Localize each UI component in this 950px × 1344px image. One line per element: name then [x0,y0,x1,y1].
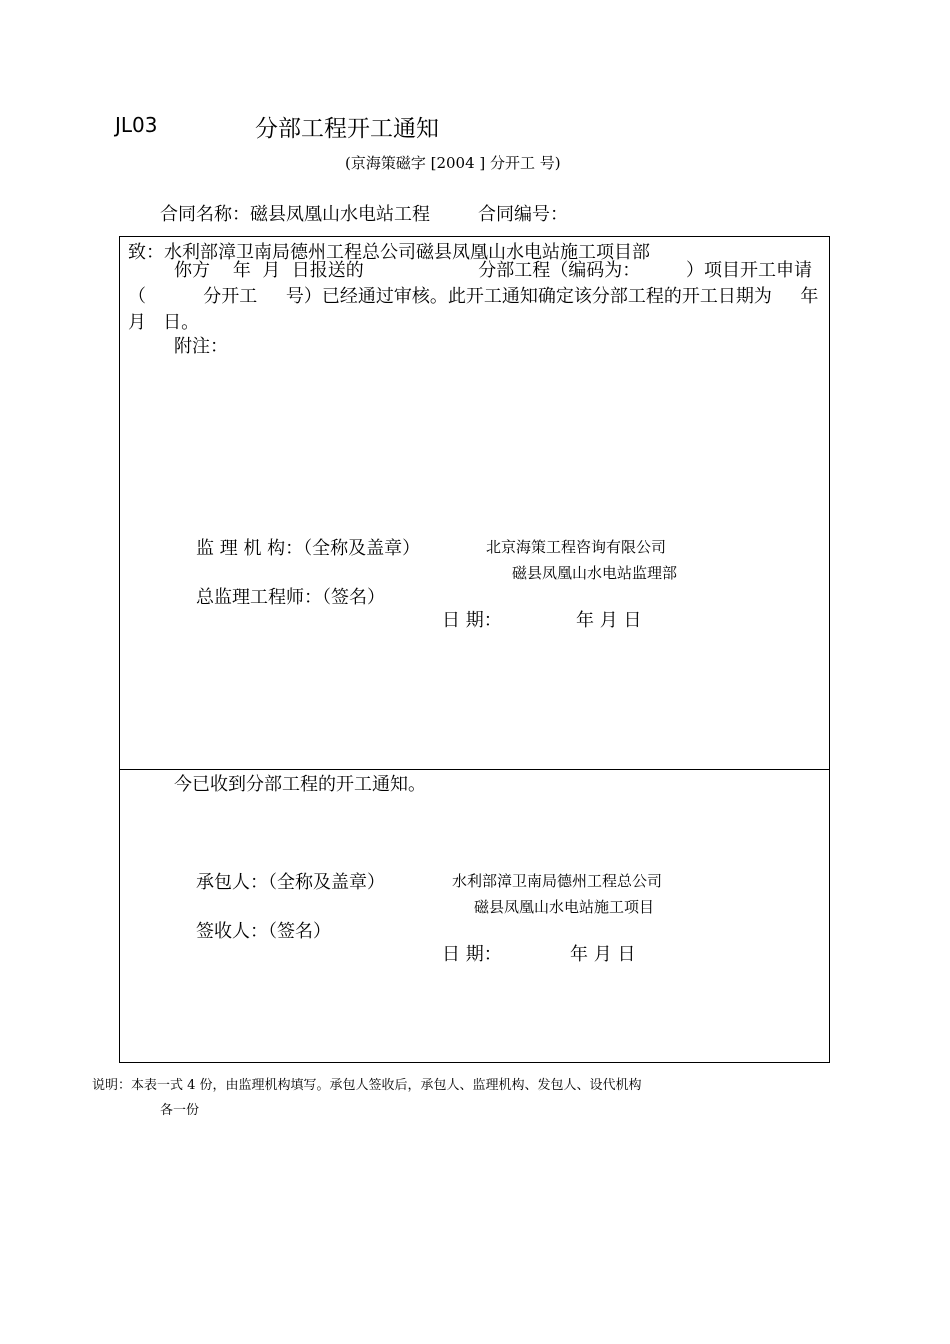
footnote-line-1: 说明：本表一式 4 份，由监理机构填写。承包人签收后，承包人、监理机构、发包人、设代机构 [92,1078,642,1093]
contract-info [160,200,568,226]
supervisor-date-value: 年 月 日 [576,610,642,631]
contractor-name: 水利部漳卫南局德州工程总公司 [452,872,663,890]
supervisor-date-label: 日 期： [442,610,502,631]
contract-number-label: 合同编号： [478,204,568,225]
notice-paragraph: 你方 年 月 日报送的 分部工程（编码为： ）项目开工申请（ 分开工 号）已经通过审核。此开工通知确定该分部工程的开工日期为 年 月 日。 [128,260,836,333]
receipt-date-label: 日 期： [442,944,502,965]
receipt-date-value: 年 月 日 [570,944,636,965]
page-title: 分部工程开工通知 [255,116,439,142]
signer-label: 签收人：（签名） [196,921,331,942]
receipt-statement: 今已收到分部工程的开工通知。 [174,774,426,795]
contractor-label: 承包人：（全称及盖章） [196,872,385,893]
footnote-line-2: 各一份 [160,1103,200,1118]
form-code: JL03 [115,113,158,137]
supervisor-org-name: 北京海策工程咨询有限公司 [486,538,667,556]
supervisor-org-label: 监 理 机 构：（全称及盖章） [196,538,421,559]
contractor-dept: 磁县凤凰山水电站施工项目 [474,898,655,916]
contract-name-label: 合同名称： [160,204,250,225]
to-label: 致 [128,242,146,263]
document-number: (京海策磁字 [2004 ] 分开工 号) [345,154,561,172]
supervisor-org-dept: 磁县凤凰山水电站监理部 [512,564,678,582]
chief-engineer-label: 总监理工程师：（签名） [196,587,385,608]
notice-body [128,258,836,336]
contract-name-value: 磁县凤凰山水电站工程 [250,204,430,225]
notes-label: 附注： [174,336,228,357]
recipient-name: ：水利部漳卫南局德州工程总公司磁县凤凰山水电站施工项目部 [146,242,650,263]
